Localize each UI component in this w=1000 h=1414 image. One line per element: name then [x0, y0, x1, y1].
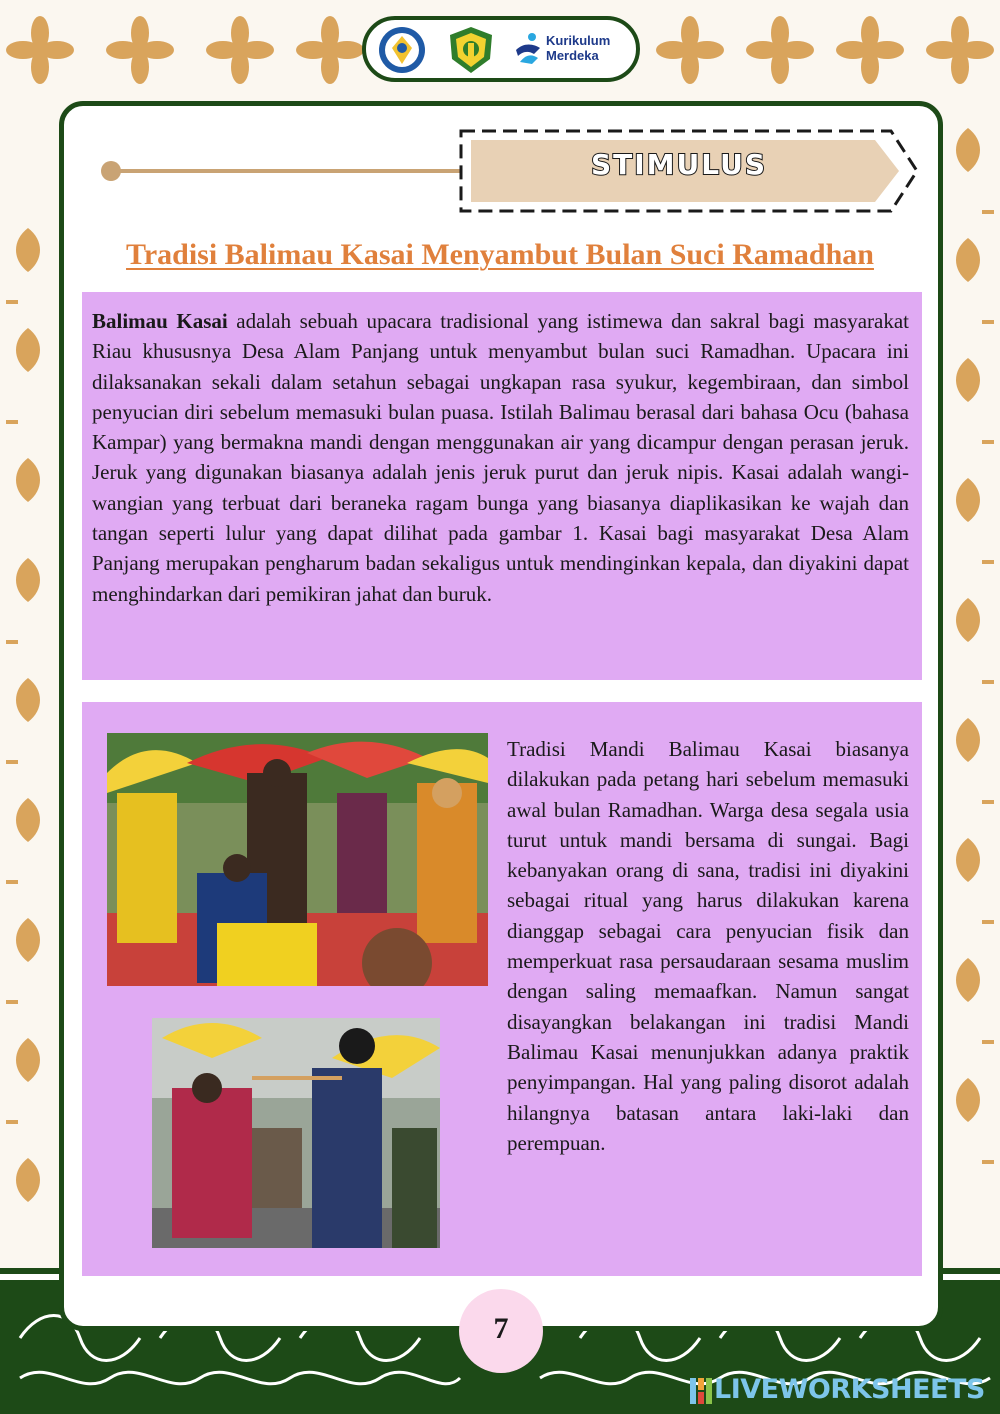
liveworksheets-watermark[interactable] [690, 1372, 995, 1408]
ceremony-photo-2 [152, 1018, 440, 1248]
pattern-left [6, 228, 40, 1202]
section-label: STIMULUS [590, 148, 768, 181]
term-bold: Balimau Kasai [92, 309, 228, 333]
pattern-right [956, 128, 994, 1164]
decorative-dot [101, 161, 121, 181]
decorative-line [111, 169, 461, 173]
kemdikbud-logo [378, 26, 426, 74]
intro-text: adalah sebuah upacara tradisional yang istimewa dan sakral bagi masyarakat Riau khususnya Desa Alam Panjang untuk menyambut bulan suci Ramadhan. Upacara ini dilaksanakan sekali dalam setahun sebagai ungkapan rasa syukur, kegembiraan, dan simbol penyucian diri sebelum memasuki bulan puasa. Istilah Balimau berasal dari bahasa Ocu (bahasa Kampar) yang bermakna mandi dengan menggunakan air yang dicampur dengan perasan jeruk. Jeruk yang digunakan biasanya adalah jenis jeruk purut dan jeruk nipis. Kasai adalah wangi-wangian yang terbuat dari beraneka ragam bunga yang biasanya diaplikasikan ke wajah dan tangan seperti lulur yang dapat dilihat pada gambar 1. Kasai bagi masyarakat Desa Alam Panjang merupakan pengharum badan sekaligus untuk mendinginkan kepala, dan diyakini dapat menghindarkan dari pemikiran jahat dan buruk. [92, 309, 909, 606]
university-logo [446, 25, 496, 75]
watermark-text: LIVEWORKSHEETS [714, 1374, 985, 1405]
page-title: Tradisi Balimau Kasai Menyambut Bulan Suci Ramadhan [126, 238, 874, 271]
ceremony-photo-1 [107, 733, 488, 986]
kurikulum-line: Kurikulum [546, 33, 611, 48]
logo-header [362, 16, 640, 82]
liveworksheets-icon [690, 1378, 712, 1404]
page-number: 7 [459, 1289, 543, 1373]
kurikulum-merdeka-text [546, 33, 610, 63]
intro-text-box [82, 292, 922, 680]
balimau-paragraph: Tradisi Mandi Balimau Kasai biasanya dilakukan pada petang hari sebelum memasuki awal bulan Ramadhan. Warga desa segala usia turut untuk mandi bersama di sungai. Bagi kebanyakan orang di sana, tradisi ini diyakini sebagai ritual yang harus dilakukan karena dianggap sebagai cara penyucian fisik dan memperkuat rasa persaudaraan sesama muslim dengan saling memaafkan. Namun sangat disayangkan belakangan ini tradisi Mandi Balimau Kasai menunjukkan adanya praktik penyimpangan. Hal yang paling disorot adalah hilangnya batasan antara laki-laki dan perempuan. [507, 737, 909, 1155]
merdeka-line: Merdeka [546, 48, 599, 63]
intro-paragraph [92, 306, 909, 609]
kurikulum-merdeka-icon [512, 32, 544, 66]
